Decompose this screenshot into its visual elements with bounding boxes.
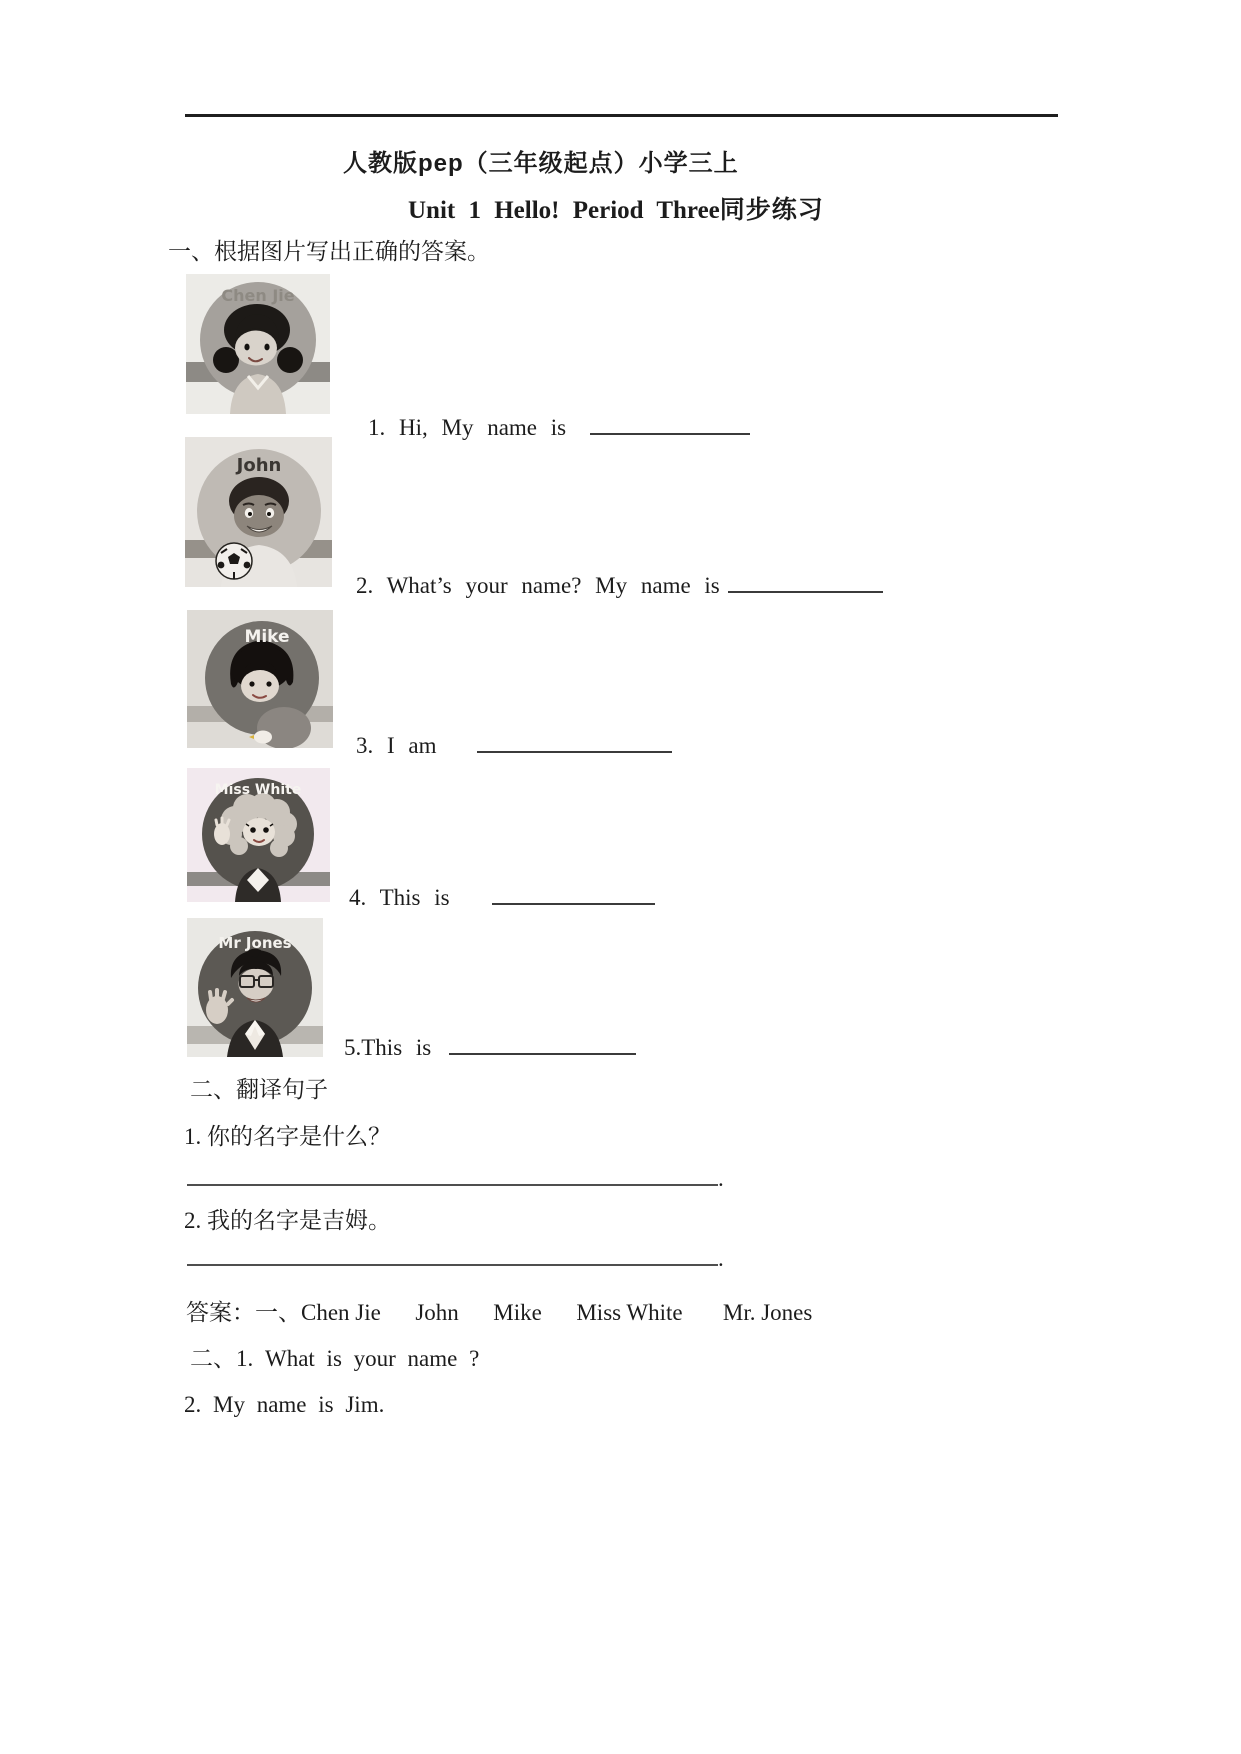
- sentence-3-text: 3. I am: [356, 733, 437, 758]
- sentence-5-blank: [449, 1030, 636, 1055]
- portrait-john-image: [185, 437, 332, 587]
- portrait-mike-image: [187, 610, 333, 748]
- portrait-mr-jones-image: [187, 918, 323, 1057]
- sentence-5: [344, 1030, 636, 1062]
- doc-title-line2-chinese: 同步练习: [719, 196, 824, 224]
- portrait-mike: [187, 610, 333, 748]
- translation-blank-1-period: .: [718, 1166, 724, 1191]
- translation-item-1: 1. 你的名字是什么？: [184, 1124, 391, 1149]
- sentence-3-blank: [477, 728, 672, 753]
- portrait-chen-jie-image: [186, 274, 330, 414]
- portrait-chen-jie: [186, 274, 330, 414]
- sentence-2-blank: [728, 568, 883, 593]
- sentence-1-text: 1. Hi, My name is: [368, 415, 567, 440]
- sentence-4: [349, 880, 655, 912]
- answers-line-1: 答案：一、Chen Jie John Mike Miss White Mr. Jones: [186, 1300, 813, 1325]
- section-one-heading: 一、根据图片写出正确的答案。: [168, 239, 490, 264]
- translation-blank-1-line: [187, 1160, 718, 1186]
- doc-title-line2: [408, 196, 824, 225]
- section-two-heading: 二、翻译句子: [190, 1077, 328, 1102]
- doc-title-line2-english: Unit 1 Hello! Period Three: [408, 197, 720, 224]
- sentence-4-blank: [492, 880, 655, 905]
- answers-line-2: 二、1. What is your name ?: [190, 1346, 480, 1371]
- portrait-name-label: Mike: [244, 627, 290, 647]
- sentence-5-text: 5.This is: [344, 1035, 432, 1060]
- sentence-1-blank: [590, 410, 750, 435]
- translation-blank-2-line: [187, 1240, 718, 1266]
- sentence-2-text: 2. What’s your name? My name is: [356, 573, 720, 598]
- portrait-john: [185, 437, 332, 587]
- translation-blank-1: [187, 1160, 724, 1193]
- portrait-name-label: Miss White: [214, 782, 302, 798]
- translation-item-2: 2. 我的名字是吉姆。: [184, 1208, 391, 1233]
- sentence-1: [368, 410, 750, 442]
- sentence-3: [356, 728, 672, 760]
- portrait-name-label: John: [236, 455, 282, 476]
- portrait-mr-jones: [187, 918, 323, 1057]
- top-divider-rule: [185, 114, 1058, 117]
- sentence-4-text: 4. This is: [349, 885, 450, 910]
- answers-line-3: 2. My name is Jim.: [184, 1392, 385, 1417]
- portrait-name-label: Mr Jones: [218, 934, 292, 952]
- sentence-2: [356, 568, 883, 600]
- translation-blank-2: [187, 1240, 724, 1273]
- portrait-miss-white-image: [187, 768, 330, 902]
- translation-blank-2-period: .: [718, 1246, 724, 1271]
- doc-title-line1: 人教版pep（三年级起点）小学三上: [343, 150, 739, 177]
- portrait-miss-white: [187, 768, 330, 902]
- portrait-name-label: Chen Jie: [221, 286, 295, 305]
